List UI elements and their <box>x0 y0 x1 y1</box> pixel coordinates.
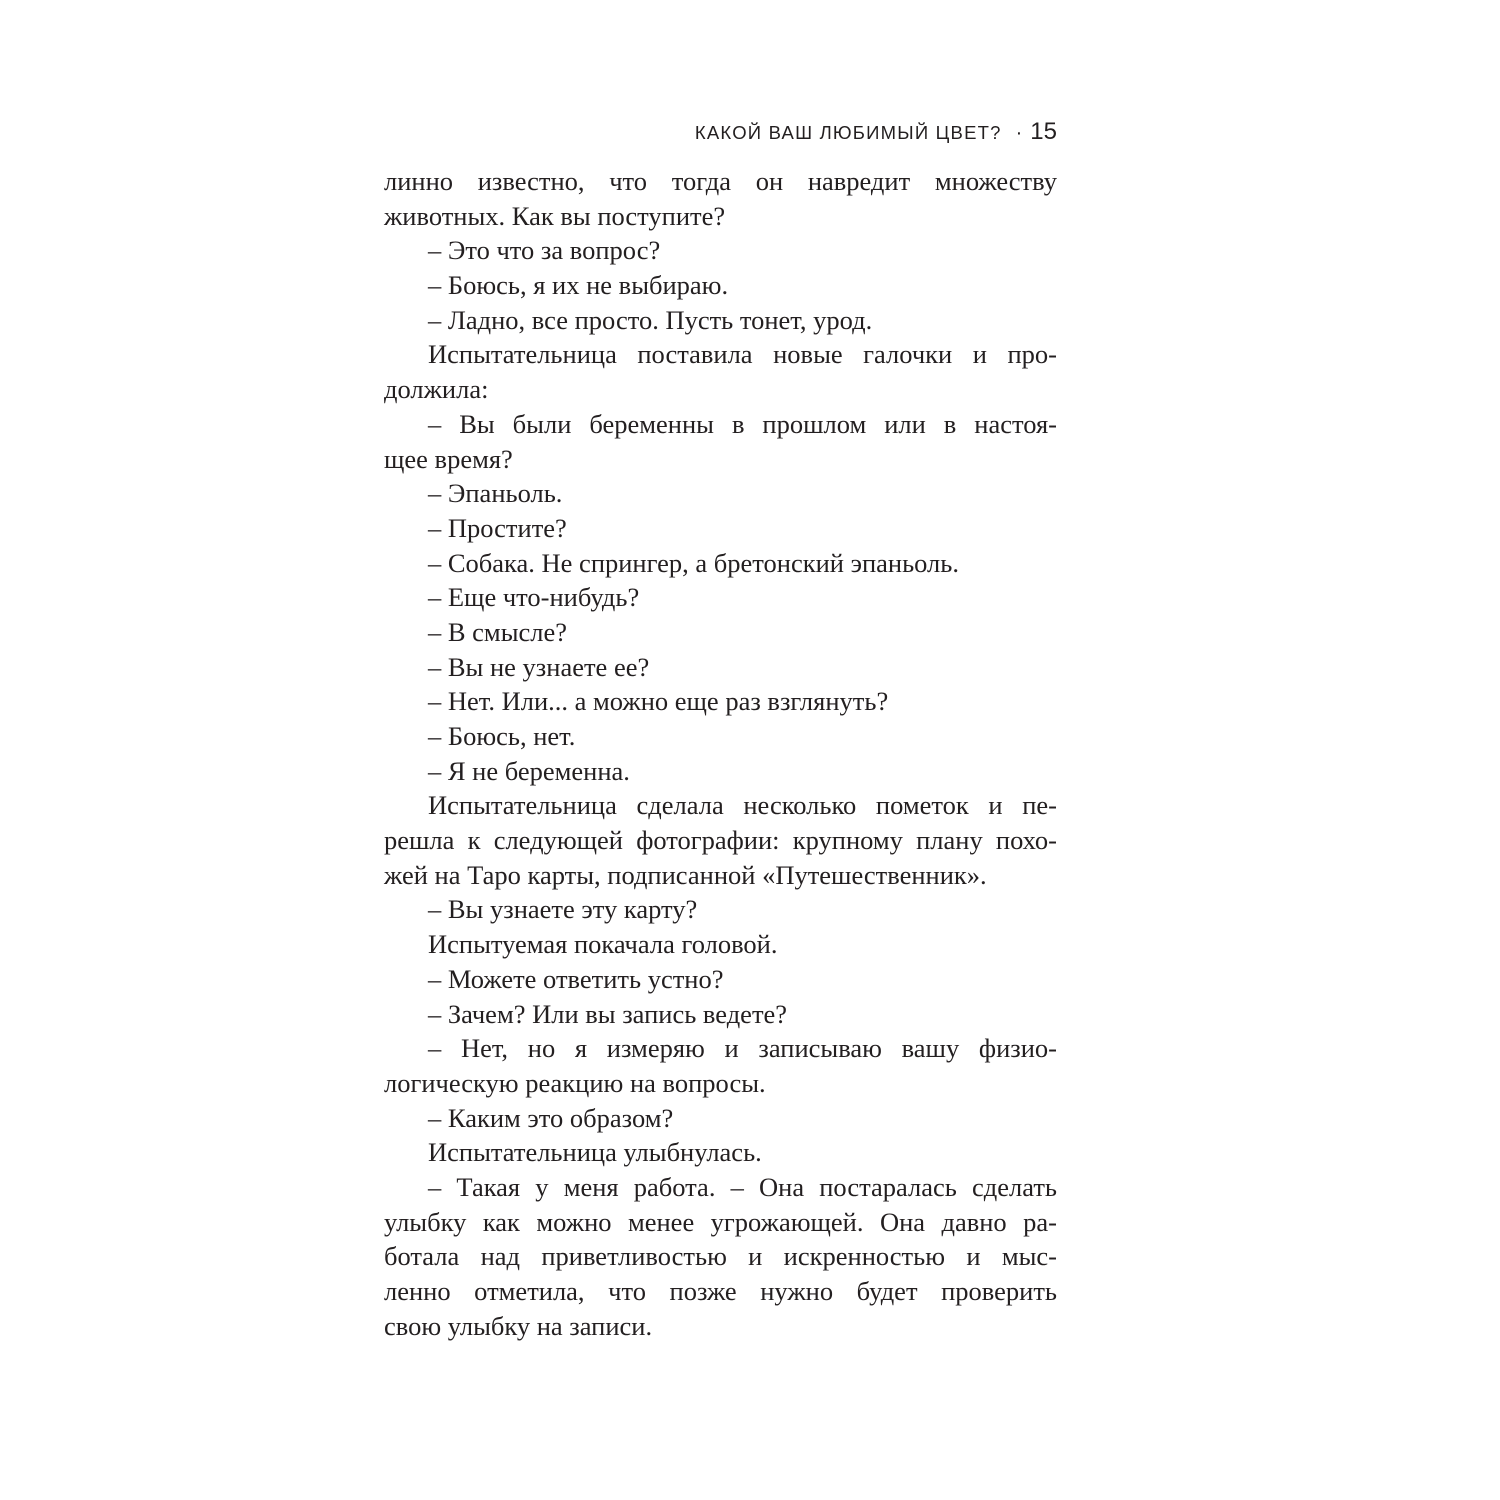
text-line: жей на Таро карты, подписанной «Путешественник». <box>384 859 987 890</box>
text-line: улыбку как можно менее угрожающей. Она давно ра- <box>384 1206 1057 1237</box>
running-title: КАКОЙ ВАШ ЛЮБИМЫЙ ЦВЕТ? <box>694 122 1002 143</box>
text-line: Испытуемая покачала головой. <box>428 929 778 960</box>
text-line: – Зачем? Или вы запись ведете? <box>428 998 788 1029</box>
text-line: ленно отметила, что позже нужно будет проверить <box>384 1276 1057 1306</box>
text-line: животных. Как вы поступите? <box>384 200 726 231</box>
text-line: – Каким это образом? <box>428 1102 674 1133</box>
text-line: – Такая у меня работа. – Она постаралась сделать <box>428 1171 1057 1202</box>
text-line: – Я не беременна. <box>428 755 630 786</box>
text-line: щее время? <box>384 443 513 474</box>
header-separator: · <box>1015 122 1023 144</box>
text-line: должила: <box>384 374 489 405</box>
text-line: – Вы были беременны в прошлом или в настоя- <box>428 408 1057 439</box>
text-line: линно известно, что тогда он навредит множеству <box>384 166 1057 196</box>
text-line: – Еще что-нибудь? <box>428 582 640 613</box>
text-line: Испытательница улыбнулась. <box>428 1137 762 1168</box>
text-line: – Ладно, все просто. Пусть тонет, урод. <box>428 304 873 335</box>
body-text <box>384 164 1057 1343</box>
text-line: – Простите? <box>428 512 567 543</box>
text-line: – В смысле? <box>428 616 568 647</box>
text-line: – Нет, но я измеряю и записываю вашу физио- <box>428 1033 1057 1064</box>
text-line: – Боюсь, нет. <box>428 721 576 751</box>
text-line: Испытательница сделала несколько пометок и пе- <box>428 790 1057 821</box>
text-line: – Эпаньоль. <box>428 478 563 509</box>
text-line: логическую реакцию на вопросы. <box>384 1067 766 1098</box>
text-line: – Это что за вопрос? <box>428 235 661 266</box>
text-line: ботала над приветливостью и искренностью и мыс- <box>384 1241 1057 1272</box>
page-number: 15 <box>1030 118 1057 145</box>
text-line: Испытательница поставила новые галочки и про- <box>428 339 1057 370</box>
text-line: – Вы узнаете эту карту? <box>428 894 698 925</box>
text-line: – Можете ответить устно? <box>428 963 724 994</box>
text-line: – Вы не узнаете ее? <box>428 651 650 682</box>
text-line: – Собака. Не спрингер, а бретонский эпаньоль. <box>428 547 959 578</box>
text-line: свою улыбку на записи. <box>384 1310 653 1341</box>
text-line: решла к следующей фотографии: крупному плану похо- <box>384 825 1057 856</box>
text-line: – Нет. Или... а можно еще раз взглянуть? <box>428 686 889 717</box>
text-line: – Боюсь, я их не выбираю. <box>428 270 729 301</box>
running-header <box>384 118 1057 146</box>
